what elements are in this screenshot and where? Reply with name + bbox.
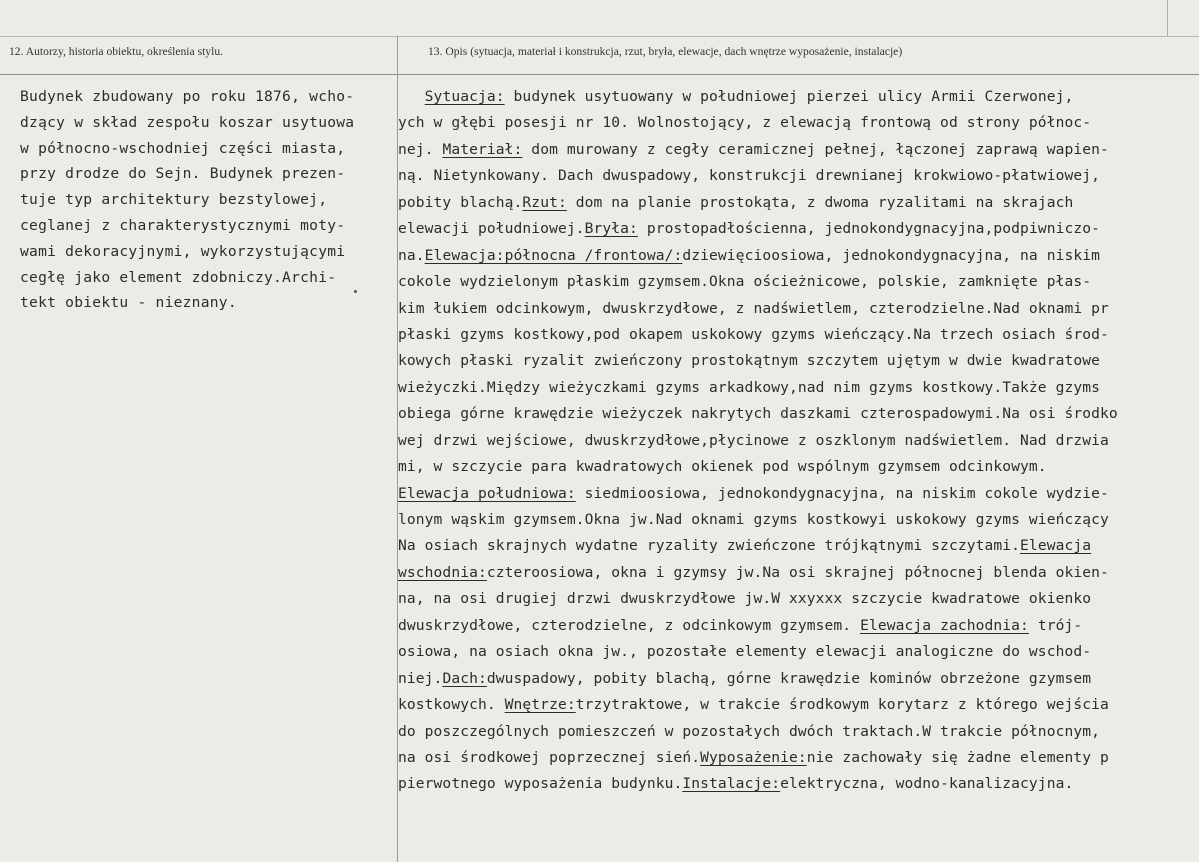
description-line: [398, 454, 1195, 480]
description-text: dziewięcioosiowa, jednokondygnacyjna, na niskim: [682, 246, 1101, 264]
history-line: ceglanej z charakterystycznymi moty-: [20, 216, 346, 234]
description-text: kostkowych.: [398, 696, 505, 714]
description-text: cokole wydzielonym płaskim gzymsem.Okna ościeżnicowe, polskie, zamknięte płas-: [398, 273, 1092, 291]
description-text: osiowa, na osiach okna jw., pozostałe elementy elewacji analogiczne do wschod-: [398, 643, 1092, 661]
section-heading: Bryła:: [584, 220, 638, 238]
description-text: dom murowany z cegły ceramicznej pełnej, łączonej zaprawą wapien-: [522, 140, 1109, 158]
description-line: [398, 560, 1195, 586]
history-line: cegłę jako element zdobniczy.Archi-: [20, 268, 337, 286]
description-text: wej drzwi wejściowe, dwuskrzydłowe,płycinowe z oszklonym nadświetlem. Nad drzwia: [398, 431, 1109, 449]
description-text: do poszczególnych pomieszczeń w pozostałych dwóch traktach.W trakcie północnym,: [398, 722, 1101, 740]
description-line: [398, 533, 1195, 559]
ink-dot: [354, 290, 357, 293]
description-line: [398, 190, 1195, 216]
header-left-label: 12. Autorzy, historia obiektu, określenia stylu.: [9, 45, 224, 58]
description-line: [398, 428, 1195, 454]
description-line: [398, 771, 1195, 797]
section-heading: Dach:: [442, 669, 487, 687]
description-line: [398, 692, 1195, 718]
history-line: wami dekoracyjnymi, wykorzystującymi: [20, 242, 346, 260]
section-heading: Rzut:: [522, 193, 567, 211]
description-text: lonym wąskim gzymsem.Okna jw.Nad oknami gzyms kostkowyi uskokowy gzyms wieńczący: [398, 511, 1109, 528]
description-text: na.: [398, 246, 425, 264]
description-line: [398, 322, 1195, 348]
description-text: kowych płaski ryzalit zwieńczony prostokątnym szczytem ujętym w dwie kwadratowe: [398, 352, 1101, 370]
history-line: w północno-wschodniej części miasta,: [20, 139, 346, 157]
description-line: [398, 216, 1195, 242]
description-text: trój-: [1028, 616, 1083, 634]
history-line: tekt obiektu - nieznany.: [20, 294, 237, 312]
description-text: elektryczna, wodno-kanalizacyjna.: [780, 775, 1074, 793]
top-tick-line: [1167, 0, 1168, 36]
description-text: dwuskrzydłowe, czterodzielne, z odcinkowym gzymsem.: [398, 616, 861, 634]
description-line: [398, 507, 1195, 533]
description-line: [398, 401, 1195, 427]
section-heading: Elewacja: [1020, 537, 1092, 555]
description-text: Na osiach skrajnych wydatne ryzality zwieńczone trójkątnymi szczytami.: [398, 537, 1021, 555]
top-rule: [0, 36, 1199, 37]
description-line: [398, 348, 1195, 374]
description-text: trzytraktowe, w trakcie środkowym korytarz z którego wejścia: [575, 696, 1109, 714]
description-text: [398, 88, 425, 105]
description-text: czteroosiowa, okna i gzymsy jw.Na osi skrajnej północnej blenda okien-: [486, 563, 1109, 581]
description-text: pobity blachą.: [398, 193, 523, 211]
description-text: kim łukiem odcinkowym, dwuskrzydłowe, z nadświetlem, czterodzielne.Nad oknami pr: [398, 299, 1109, 317]
description-text: nej.: [398, 140, 443, 158]
description-column: [398, 84, 1195, 798]
description-line: [398, 269, 1195, 295]
section-heading: Elewacja:północna /frontowa/:: [424, 246, 683, 264]
description-text: obiega górne krawędzie wieżyczek nakrytych daszkami czterospadowymi.Na osi środko: [398, 405, 1118, 423]
description-text: dom na planie prostokąta, z dwoma ryzalitami na skrajach: [566, 193, 1074, 211]
description-text: na, na osi drugiej drzwi dwuskrzydłowe jw.W xxyxxx szczycie kwadratowe okienko: [398, 590, 1092, 608]
description-text: na osi środkowej poprzecznej sień.: [398, 748, 701, 766]
description-text: mi, w szczycie para kwadratowych okienek pod wspólnym gzymsem odcinkowym.: [398, 458, 1047, 476]
description-line: [398, 586, 1195, 612]
history-column: [20, 84, 400, 316]
description-text: budynek usytuowany w południowej pierzei ulicy Armii Czerwonej,: [504, 88, 1074, 105]
description-text: ych w głębi posesji nr 10. Wolnostojący, z elewacją frontową od strony północ-: [398, 114, 1092, 132]
description-line: [398, 481, 1195, 507]
section-heading: Materiał:: [442, 140, 523, 158]
section-heading: Wnętrze:: [504, 696, 576, 714]
description-line: [398, 639, 1195, 665]
section-heading: Elewacja południowa:: [398, 484, 576, 502]
description-text: wieżyczki.Między wieżyczkami gzyms arkadkowy,nad nim gzyms kostkowy.Także gzyms: [398, 378, 1101, 396]
section-heading: Instalacje:: [682, 775, 781, 793]
description-line: [398, 110, 1195, 136]
description-text: dwuspadowy, pobity blachą, górne krawędzie kominów obrzeżone gzymsem: [486, 669, 1092, 687]
description-text: pierwotnego wyposażenia budynku.: [398, 775, 683, 793]
description-text: nie zachowały się żadne elementy p: [806, 748, 1109, 766]
description-text: płaski gzyms kostkowy,pod okapem uskokowy gzyms wieńczący.Na trzech osiach środ-: [398, 325, 1109, 343]
section-heading: Wyposażenie:: [700, 748, 807, 766]
section-heading: Elewacja zachodnia:: [860, 616, 1029, 634]
description-line: [398, 745, 1195, 771]
description-line: [398, 84, 1195, 110]
history-line: Budynek zbudowany po roku 1876, wcho-: [20, 88, 355, 105]
description-line: [398, 137, 1195, 163]
description-line: [398, 243, 1195, 269]
header-rule: [0, 74, 1199, 75]
history-line: tuje typ architektury bezstylowej,: [20, 191, 328, 209]
description-text: siedmioosiowa, jednokondygnacyjna, na niskim cokole wydzie-: [575, 484, 1109, 502]
description-text: prostopadłościenna, jednokondygnacyjna,podpiwniczo-: [637, 220, 1101, 238]
header-right-label: 13. Opis (sytuacja, materiał i konstrukcja, rzut, bryła, elewacje, dach wnętrze wyposażenie, instalacje): [428, 45, 903, 58]
section-heading: Sytuacja:: [424, 88, 505, 105]
history-line: przy drodze do Sejn. Budynek prezen-: [20, 165, 346, 183]
description-line: [398, 296, 1195, 322]
description-line: [398, 613, 1195, 639]
description-line: [398, 719, 1195, 745]
history-line: dzący w skład zespołu koszar usytuowa: [20, 113, 355, 131]
description-line: [398, 163, 1195, 189]
description-line: [398, 666, 1195, 692]
description-text: niej.: [398, 669, 443, 687]
description-text: elewacji południowej.: [398, 220, 585, 238]
description-text: ną. Nietynkowany. Dach dwuspadowy, konstrukcji drewnianej krokwiowo-płatwiowej,: [398, 167, 1101, 185]
section-heading: wschodnia:: [398, 563, 487, 581]
description-line: [398, 375, 1195, 401]
